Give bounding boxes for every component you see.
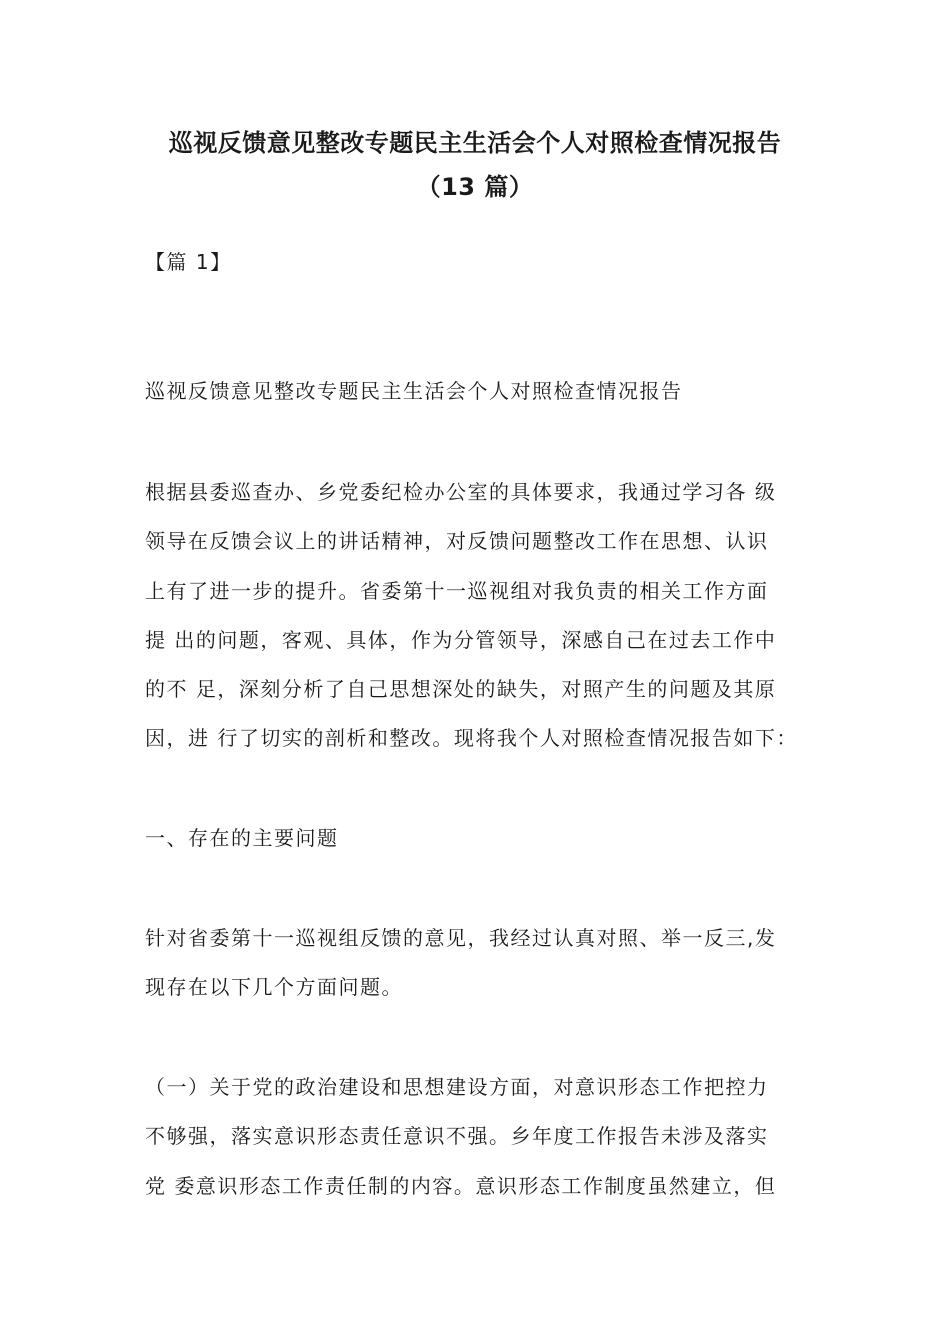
- paragraph-line: 的不 足，深刻分析了自己思想深处的缺失，对照产生的问题及其原: [145, 677, 777, 702]
- paragraph-line: 党 委意识形态工作责任制的内容。意识形态工作制度虽然建立，但: [145, 1173, 777, 1198]
- paragraph-line: 现存在以下几个方面问题。: [145, 975, 403, 1000]
- paragraph-line: 领导在反馈会议上的讲话精神，对反馈问题整改工作在思想、认识: [145, 529, 769, 554]
- paragraph-line: 针对省委第十一巡视组反馈的意见，我经过认真对照、举一反三,发: [145, 926, 777, 950]
- paragraph-line: 提 出的问题，客观、具体，作为分管领导，深感自己在过去工作中: [145, 627, 777, 652]
- paragraph-line: 不够强，落实意识形态责任意识不强。乡年度工作报告未涉及落实: [145, 1124, 769, 1149]
- section-heading: 一、存在的主要问题: [145, 826, 339, 850]
- document-title: 巡视反馈意见整改专题民主生活会个人对照检查情况报告: [168, 129, 782, 157]
- paragraph-intro: [145, 476, 810, 772]
- section-tag: 【篇 1】: [145, 250, 232, 274]
- paragraph-line: 因，进 行了切实的剖析和整改。现将我个人对照检查情况报告如下：: [145, 726, 798, 751]
- paragraph-political: [145, 1071, 810, 1219]
- paragraph-line: （一）关于党的政治建设和思想建设方面，对意识形态工作把控力: [145, 1075, 769, 1099]
- paragraph-line: 上有了进一步的提升。省委第十一巡视组对我负责的相关工作方面: [145, 578, 769, 603]
- document-title-count: （13 篇）: [416, 173, 534, 201]
- paragraph-line: 根据县委巡查办、乡党委纪检办公室的具体要求，我通过学习各 级: [145, 480, 777, 504]
- paragraph-problems: [145, 922, 810, 1021]
- section-subtitle: 巡视反馈意见整改专题民主生活会个人对照检查情况报告: [145, 379, 683, 403]
